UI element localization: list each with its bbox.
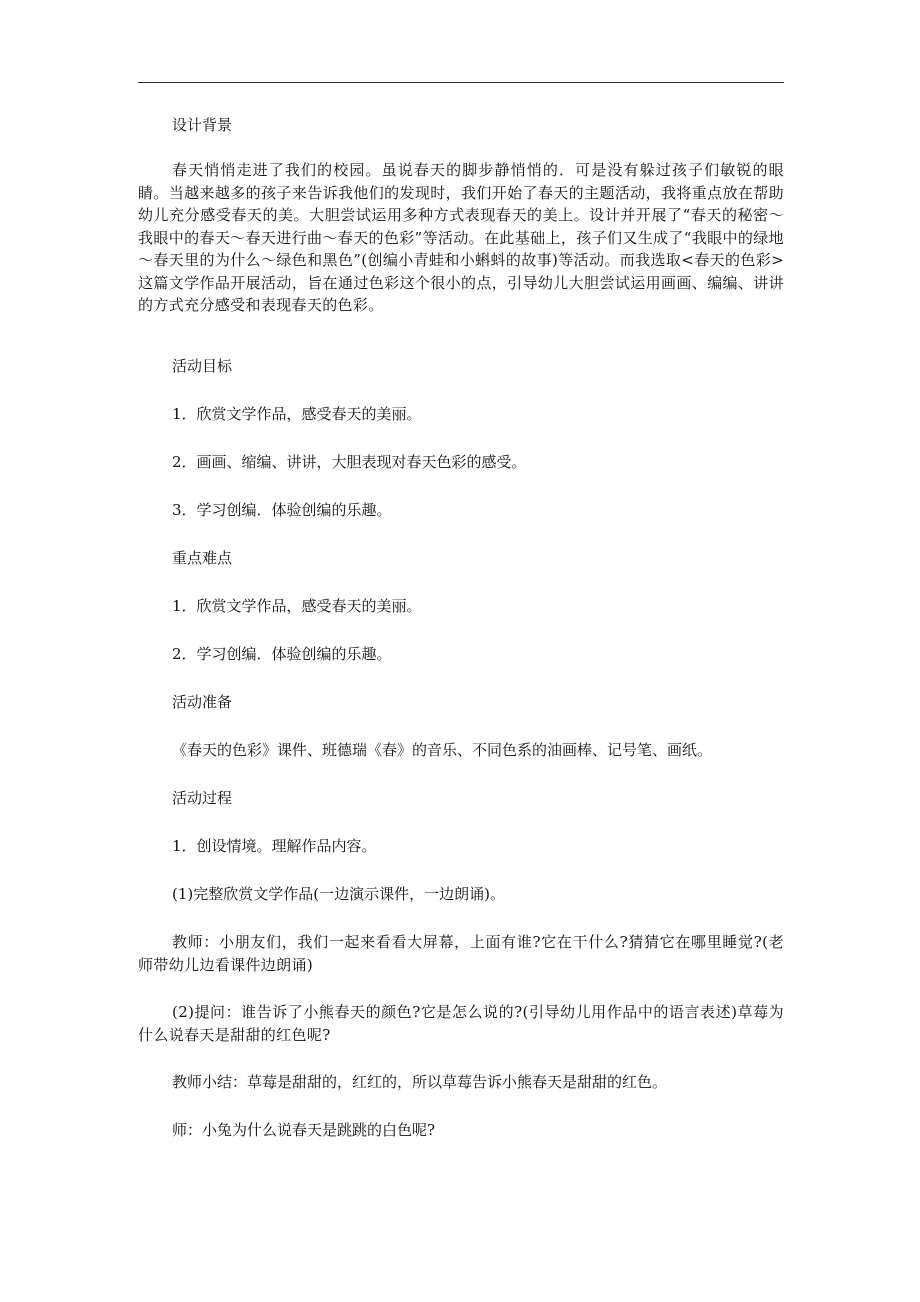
heading-design-background: 设计背景 <box>172 116 233 134</box>
heading-key-points: 重点难点 <box>172 549 233 567</box>
paragraph-preparation: 《春天的色彩》课件、班德瑞《春》的音乐、不同色系的油画棒、记号笔、画纸。 <box>172 741 713 759</box>
heading-activity-preparation: 活动准备 <box>172 693 233 711</box>
goal-item-3: 3．学习创编．体验创编的乐趣。 <box>172 501 392 519</box>
heading-activity-process: 活动过程 <box>172 789 233 807</box>
process-step-1-1: (1)完整欣赏文学作品(一边演示课件，一边朗诵)。 <box>172 885 505 903</box>
goal-item-1: 1．欣赏文学作品，感受春天的美丽。 <box>172 405 422 423</box>
process-step-1-2: (2)提问：谁告诉了小熊春天的颜色?它是怎么说的?(引导幼儿用作品中的语言表述)草莓为什么说春天是甜甜的红色呢? <box>138 1003 784 1044</box>
key-point-item-2: 2．学习创编．体验创编的乐趣。 <box>172 645 392 663</box>
header-rule <box>138 82 784 83</box>
paragraph-teacher-summary: 教师小结：草莓是甜甜的，红红的，所以草莓告诉小熊春天是甜甜的红色。 <box>172 1073 668 1091</box>
paragraph-design-background: 春天悄悄走进了我们的校园。虽说春天的脚步静悄悄的．可是没有躲过孩子们敏锐的眼睛。当越来越多的孩子来告诉我他们的发现时，我们开始了春天的主题活动，我将重点放在帮助幼儿充分感受春天的美。大胆尝试运用多种方式表现春天的美上。设计并开展了“春天的秘密～我眼中的春天～春天进行曲～春天的色彩”等活动。在此基础上，孩子们又生成了“我眼中的绿地～春天里的为什么～绿色和黑色”(创编小青蛙和小蝌蚪的故事)等活动。而我选取<春天的色彩>这篇文学作品开展活动，旨在通过色彩这个很小的点，引导幼儿大胆尝试运用画画、编编、讲讲的方式充分感受和表现春天的色彩。 <box>138 161 784 314</box>
key-point-item-1: 1．欣赏文学作品，感受春天的美丽。 <box>172 597 422 615</box>
paragraph-teacher-intro: 教师：小朋友们，我们一起来看看大屏幕，上面有谁?它在干什么?猜猜它在哪里睡觉?(老师带幼儿边看课件边朗诵) <box>138 933 784 974</box>
process-step-1: 1．创设情境。理解作品内容。 <box>172 837 377 855</box>
goal-item-2: 2．画画、缩编、讲讲，大胆表现对春天色彩的感受。 <box>172 453 527 471</box>
heading-activity-goals: 活动目标 <box>172 357 233 375</box>
paragraph-rabbit-question: 师：小兔为什么说春天是跳跳的白色呢? <box>172 1121 436 1139</box>
